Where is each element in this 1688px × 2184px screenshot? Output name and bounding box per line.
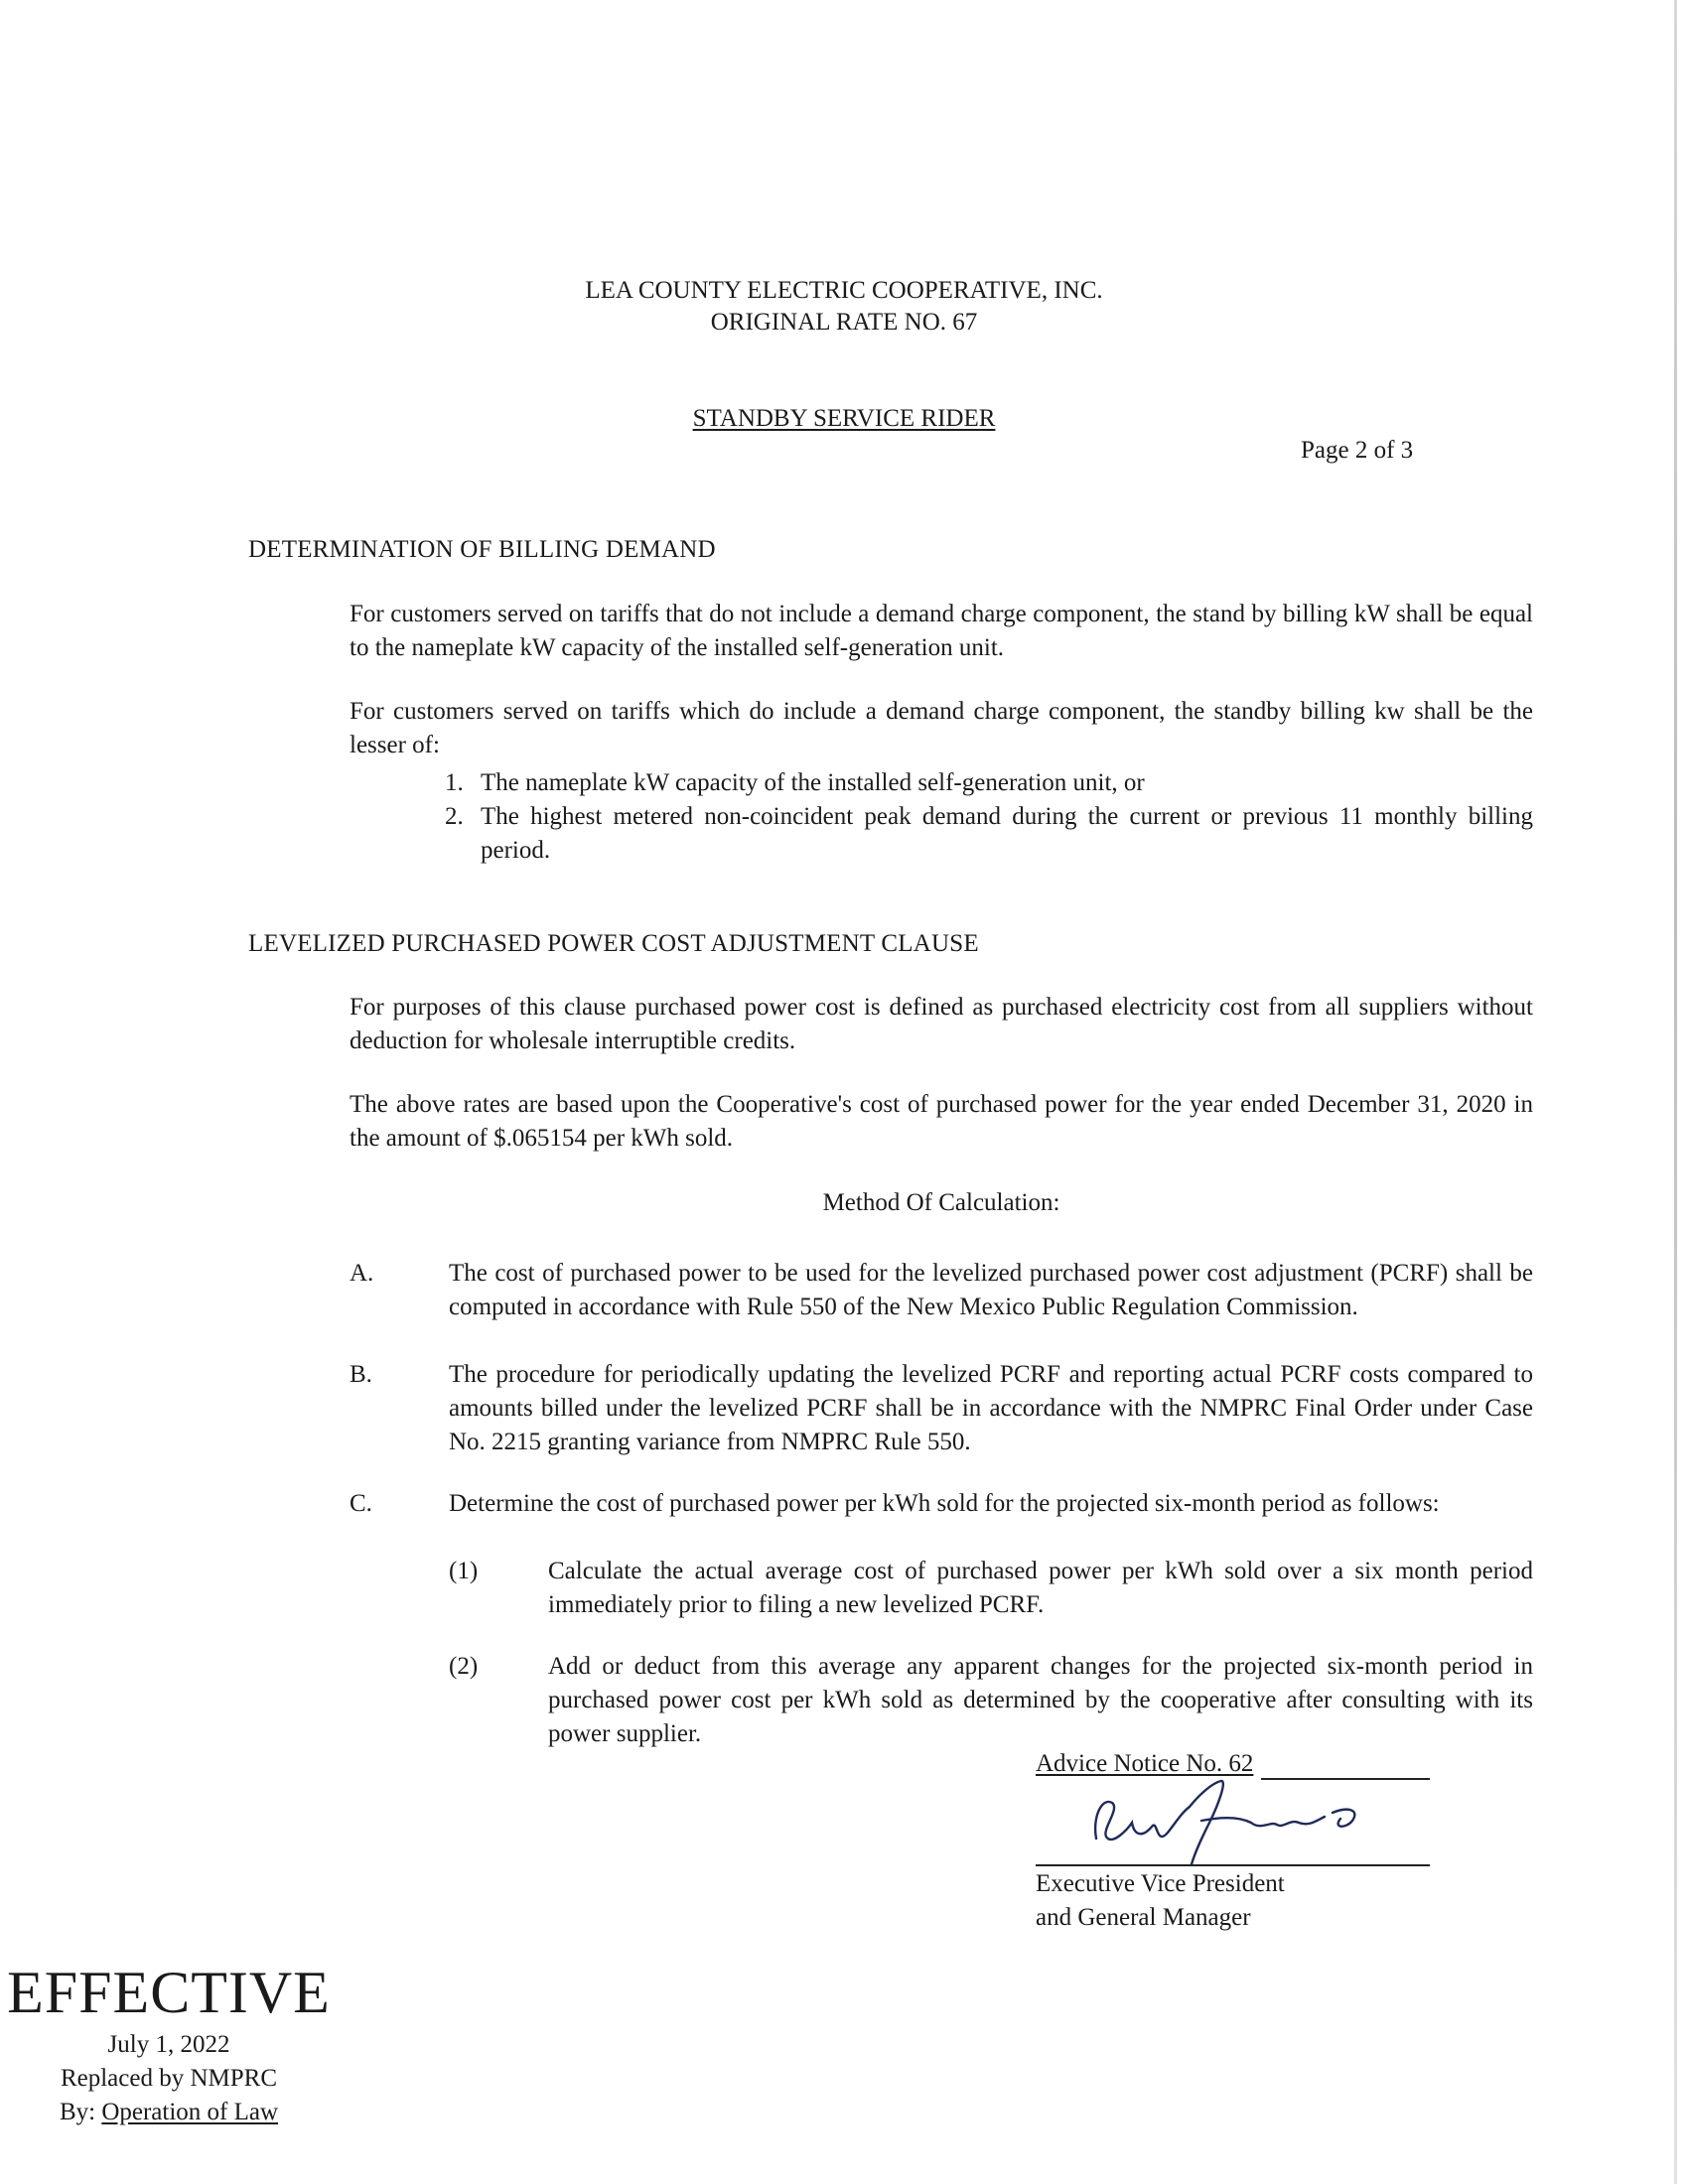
pcrf-para-2: The above rates are based upon the Cooperative's cost of purchased power for the year ended December 31, 2020 in the amount of $.065154 per kWh sold. xyxy=(350,1091,1533,1152)
step-letter: A. xyxy=(350,1260,374,1287)
effective-stamp xyxy=(0,1961,338,2129)
substep-text: Calculate the actual average cost of purchased power per kWh sold over a six month period immediately prior to filing a new levelized PCRF. xyxy=(548,1558,1533,1618)
list-item-number: 2. xyxy=(445,803,464,830)
pcrf-para-1: For purposes of this clause purchased power cost is defined as purchased electricity cost from all suppliers without deduction for wholesale interruptible credits. xyxy=(350,994,1533,1054)
step-text: The cost of purchased power to be used for the levelized purchased power cost adjustment (PCRF) shall be computed in accordance with Rule 550 of the New Mexico Public Regulation Commission. xyxy=(449,1260,1533,1320)
effective-title: EFFECTIVE xyxy=(7,1960,331,2025)
rider-title: STANDBY SERVICE RIDER xyxy=(692,405,996,432)
method-title: Method Of Calculation: xyxy=(822,1189,1060,1216)
step-letter: C. xyxy=(350,1490,372,1517)
effective-date: July 1, 2022 xyxy=(107,2031,230,2058)
pcrf-heading: LEVELIZED PURCHASED POWER COST ADJUSTMENT CLAUSE xyxy=(248,930,979,957)
list-item-number: 1. xyxy=(445,769,464,796)
substep-text: Add or deduct from this average any apparent changes for the projected six-month period in purchased power cost per kWh sold as determined by the cooperative after consulting with its power supplier. xyxy=(548,1653,1533,1747)
list-item-text: The nameplate kW capacity of the installed self-generation unit, or xyxy=(481,769,1145,796)
effective-replaced: Replaced by NMPRC xyxy=(60,2065,278,2092)
substep-number: (1) xyxy=(449,1558,479,1584)
step-text: The procedure for periodically updating the levelized PCRF and reporting actual PCRF costs compared to amounts billed under the levelized PCRF shall be in accordance with the NMPRC Final Order under Case No. 2215 granting variance from NMPRC Rule 550. xyxy=(449,1361,1533,1455)
list-item-text: The highest metered non-coincident peak demand during the current or previous 11 monthly billing period. xyxy=(481,803,1533,864)
rate-number: ORIGINAL RATE NO. 67 xyxy=(710,309,978,336)
step-text: Determine the cost of purchased power per kWh sold for the projected six-month period as follows: xyxy=(449,1490,1440,1517)
effective-by-value: Operation of Law xyxy=(101,2099,279,2125)
billing-demand-para-1: For customers served on tariffs that do not include a demand charge component, the stand by billing kW shall be equal to the nameplate kW capacity of the installed self-generation unit. xyxy=(350,601,1533,661)
org-name: LEA COUNTY ELECTRIC COOPERATIVE, INC. xyxy=(585,277,1103,304)
billing-demand-para-2: For customers served on tariffs which do include a demand charge component, the standby billing kw shall be the lesser of: xyxy=(350,698,1533,758)
step-letter: B. xyxy=(350,1361,372,1388)
signature-image xyxy=(1072,1777,1410,1868)
advice-notice: Advice Notice No. 62 xyxy=(1036,1750,1254,1777)
signer-title-line-2: and General Manager xyxy=(1036,1904,1251,1931)
effective-by-label: By: xyxy=(59,2099,96,2125)
page-number: Page 2 of 3 xyxy=(1301,437,1414,464)
billing-demand-heading: DETERMINATION OF BILLING DEMAND xyxy=(248,536,716,563)
substep-number: (2) xyxy=(449,1653,479,1680)
signature-line xyxy=(1036,1864,1430,1866)
signer-title-line-1: Executive Vice President xyxy=(1036,1870,1285,1897)
